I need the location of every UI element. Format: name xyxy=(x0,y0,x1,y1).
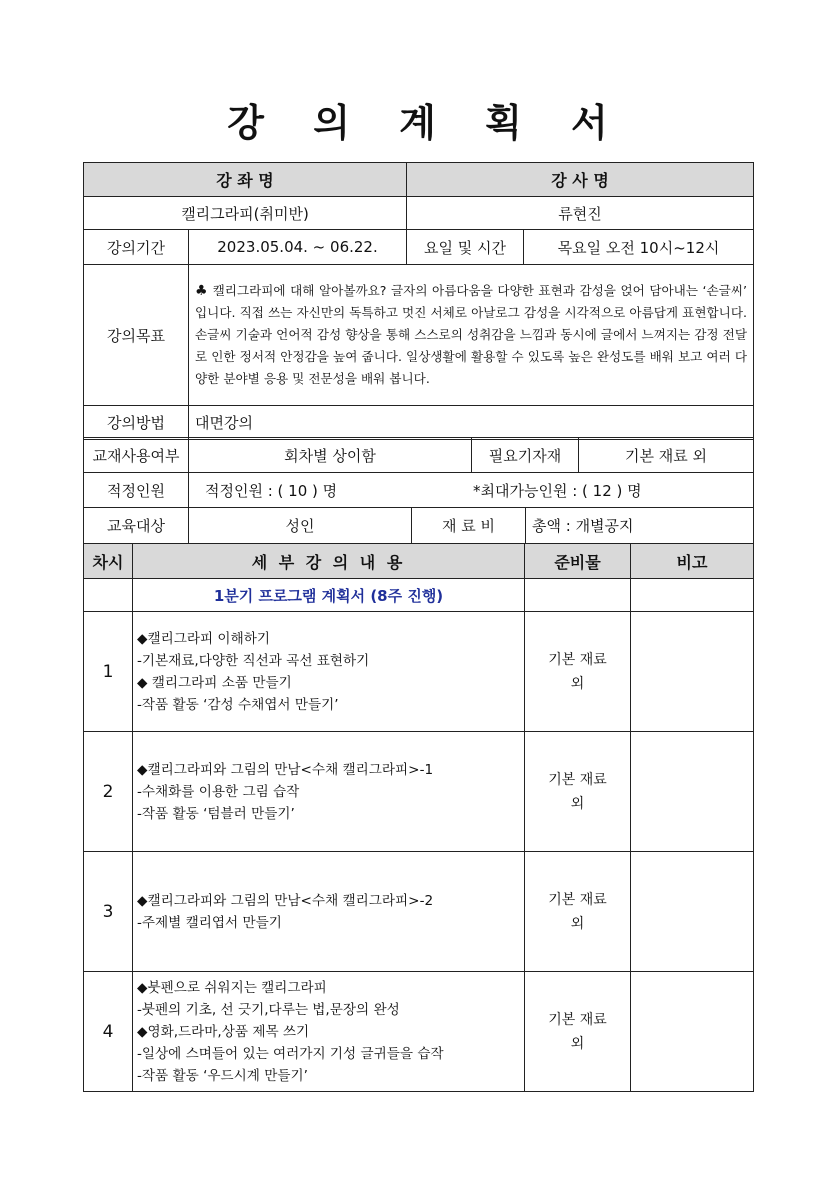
goal-label: 강의목표 xyxy=(84,265,189,406)
session-prep xyxy=(525,612,631,732)
fee-value: 총액 : 개별공지 xyxy=(526,508,754,544)
session-detail xyxy=(133,852,525,972)
document-title: 강 의 계 획 서 xyxy=(227,101,626,145)
prep-line: 기본 재료 xyxy=(548,1011,607,1028)
program-empty-cell xyxy=(84,579,133,612)
detail-line: -주제별 캘리엽서 만들기 xyxy=(137,914,282,931)
session-prep xyxy=(525,852,631,972)
session-note xyxy=(631,732,754,852)
course-name-value: 캘리그라피(취미반) xyxy=(84,197,407,230)
daytime-label: 요일 및 시간 xyxy=(407,230,524,265)
club-icon: ♣ xyxy=(195,283,209,299)
materials-value: 기본 재료 외 xyxy=(579,438,754,473)
instructor-name-header: 강 사 명 xyxy=(407,163,754,197)
schedule-table xyxy=(83,543,754,1092)
target-value: 성인 xyxy=(189,508,412,544)
session-number: 3 xyxy=(84,852,133,972)
session-detail xyxy=(133,732,525,852)
session-detail xyxy=(133,972,525,1092)
prep-line: 외 xyxy=(570,915,585,932)
course-info-table-2 xyxy=(83,437,754,508)
materials-label: 필요기자재 xyxy=(472,438,579,473)
textbook-label: 교재사용여부 xyxy=(84,438,189,473)
capacity-label: 적정인원 xyxy=(84,473,189,508)
table-row xyxy=(84,612,754,732)
capacity-cell xyxy=(189,473,754,508)
prep-line: 외 xyxy=(570,1035,585,1052)
session-detail xyxy=(133,612,525,732)
textbook-value: 회차별 상이함 xyxy=(189,438,472,473)
fee-label: 재 료 비 xyxy=(412,508,526,544)
daytime-value: 목요일 오전 10시~12시 xyxy=(524,230,754,265)
table-row xyxy=(84,852,754,972)
session-header: 차시 xyxy=(84,544,133,579)
session-note xyxy=(631,972,754,1092)
table-row xyxy=(84,732,754,852)
program-title: 1분기 프로그램 계획서 (8주 진행) xyxy=(133,579,525,612)
detail-line: -일상에 스며들어 있는 여러가지 기성 글귀들을 습작 xyxy=(137,1045,444,1062)
detail-line: ◆캘리그라피와 그림의 만남<수채 캘리그라피>-1 xyxy=(137,761,434,778)
prep-line: 기본 재료 xyxy=(548,891,607,908)
detail-line: -기본재료,다양한 직선과 곡선 표현하기 xyxy=(137,652,370,669)
detail-line: -작품 활동 ‘우드시계 만들기’ xyxy=(137,1067,308,1084)
session-number: 4 xyxy=(84,972,133,1092)
detail-line: -수채화를 이용한 그림 습작 xyxy=(137,783,300,800)
prep-line: 기본 재료 xyxy=(548,651,607,668)
detail-line: -작품 활동 ‘텀블러 만들기’ xyxy=(137,805,295,822)
detail-line: -붓펜의 기초, 선 긋기,다루는 법,문장의 완성 xyxy=(137,1001,400,1018)
session-prep xyxy=(525,972,631,1092)
prep-line: 외 xyxy=(570,795,585,812)
session-note xyxy=(631,852,754,972)
table-row xyxy=(84,972,754,1092)
goal-description: 캘리그라피에 대해 알아볼까요? 글자의 아름다움을 다양한 표현과 감성을 얹어 담아내는 ‘손글씨’ 입니다. 직접 쓰는 자신만의 독특하고 멋진 서체로 아날로그 감성을 시각적으로 아름답게 표현합니다. 손글씨 기술과 언어적 감성 향상을 통해 스스로의 성취감을 느낌과 동시에 글에서 느껴지는 감정 전달로 인한 정서적 안정감을 높여 줍니다. 일상생활에 활용할 수 있도록 높은 완성도를 배워 보고 여러 다양한 분야별 응용 및 전문성을 배워 봅니다. xyxy=(195,283,748,386)
max-capacity-value: *최대가능인원 : ( 12 ) 명 xyxy=(473,481,642,500)
period-label: 강의기간 xyxy=(84,230,189,265)
course-info-table-3 xyxy=(83,507,754,544)
method-value: 대면강의 xyxy=(189,406,754,440)
course-name-header: 강 좌 명 xyxy=(84,163,407,197)
note-header: 비고 xyxy=(631,544,754,579)
program-prep-empty xyxy=(525,579,631,612)
program-note-empty xyxy=(631,579,754,612)
target-label: 교육대상 xyxy=(84,508,189,544)
period-value: 2023.05.04. ~ 06.22. xyxy=(189,230,407,265)
session-prep xyxy=(525,732,631,852)
detail-line: ◆캘리그라피와 그림의 만남<수채 캘리그라피>-2 xyxy=(137,892,434,909)
session-number: 2 xyxy=(84,732,133,852)
method-label: 강의방법 xyxy=(84,406,189,440)
detail-line: ◆ 캘리그라피 소품 만들기 xyxy=(137,674,292,691)
detail-line: ◆붓펜으로 쉬워지는 캘리그라피 xyxy=(137,979,327,996)
prep-line: 외 xyxy=(570,675,585,692)
course-info-table xyxy=(83,162,754,440)
prep-line: 기본 재료 xyxy=(548,771,607,788)
goal-text xyxy=(189,265,754,406)
instructor-name-value: 류현진 xyxy=(407,197,754,230)
detail-header: 세 부 강 의 내 용 xyxy=(133,544,525,579)
prep-header: 준비물 xyxy=(525,544,631,579)
capacity-value: 적정인원 : ( 10 ) 명 xyxy=(205,481,338,500)
detail-line: ◆캘리그라피 이해하기 xyxy=(137,630,270,647)
session-note xyxy=(631,612,754,732)
detail-line: -작품 활동 ‘감성 수채엽서 만들기’ xyxy=(137,696,339,713)
detail-line: ◆영화,드라마,상품 제목 쓰기 xyxy=(137,1023,310,1040)
session-number: 1 xyxy=(84,612,133,732)
